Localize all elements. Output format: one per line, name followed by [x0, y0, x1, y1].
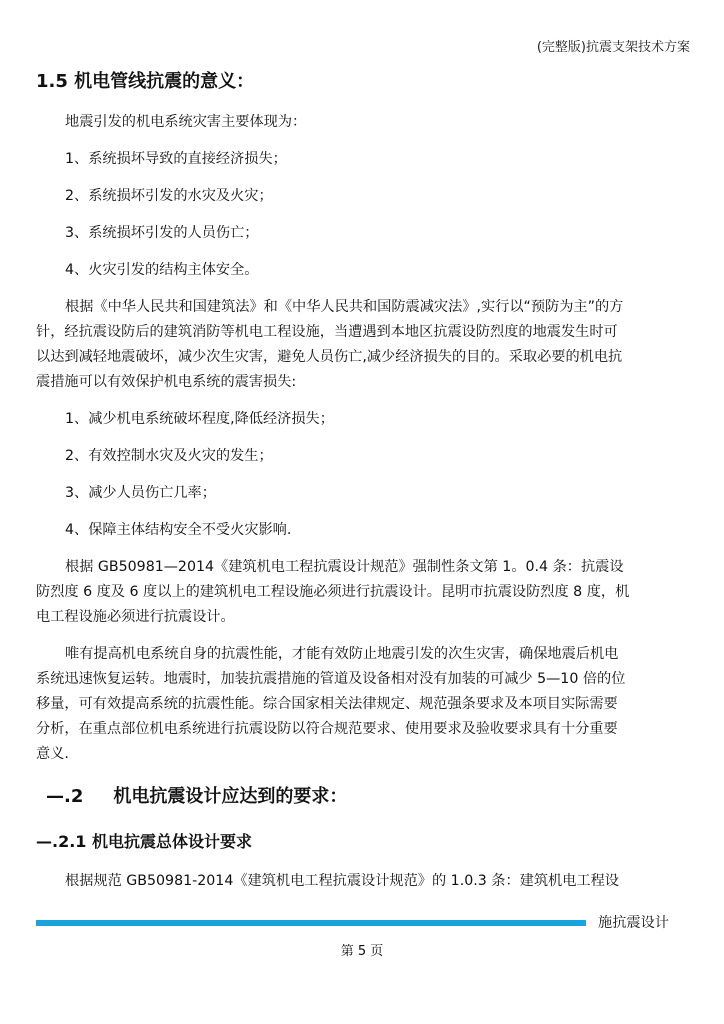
list-item: 2、有效控制水灾及火灾的发生； — [65, 448, 273, 464]
section-heading-2-1: —.2.1 机电抗震总体设计要求 — [36, 832, 252, 851]
paragraph-line: 以达到减轻地震破坏，减少次生灾害，避免人员伤亡,减少经济损失的目的。采取必要的机电抗 — [36, 349, 623, 365]
continuation-text: 施抗震设计 — [598, 915, 669, 931]
paragraph-line: 根据 GB50981—2014《建筑机电工程抗震设计规范》强制性条文第 1。0.4 条：抗震设 — [65, 559, 624, 575]
paragraph-line: 系统迅速恢复运转。地震时，加装抗震措施的管道及设备相对没有加装的可减少 5—10 倍的位 — [36, 671, 626, 687]
section-heading-2 — [46, 781, 688, 813]
paragraph-law-basis — [36, 295, 688, 395]
paragraph-line: 根据《中华人民共和国建筑法》和《中华人民共和国防震减灾法》,实行以“预防为主”的方 — [65, 299, 624, 315]
list-item: 3、系统损坏引发的人员伤亡； — [65, 225, 259, 241]
paragraph-line: 分析，在重点部位机电系统进行抗震设防以符合规范要求、使用要求及验收要求具有十分重要 — [36, 721, 618, 737]
section-number: —.2 — [46, 786, 84, 807]
section-title: 机电抗震设计应达到的要求： — [113, 786, 348, 807]
paragraph-line: 唯有提高机电系统自身的抗震性能，才能有效防止地震引发的次生灾害，确保地震后机电 — [65, 646, 619, 662]
list-item: 4、保障主体结构安全不受火灾影响. — [65, 522, 292, 538]
list-item: 3、减少人员伤亡几率； — [65, 485, 216, 501]
list-item: 2、系统损坏引发的水灾及火灾； — [65, 188, 273, 204]
paragraph-line: 根据规范 GB50981-2014《建筑机电工程抗震设计规范》的 1.0.3 条：建筑机电工程设 — [65, 873, 619, 889]
page-number: 第 5 页 — [340, 944, 384, 959]
section-heading-1-5: 1.5 机电管线抗震的意义： — [36, 71, 255, 92]
paragraph-significance — [36, 642, 688, 767]
paragraph-line: 意义. — [36, 746, 69, 762]
paragraph-line: 针，经抗震设防后的建筑消防等机电工程设施，当遭遇到本地区抗震设防烈度的地震发生时可 — [36, 324, 618, 340]
paragraph-standard — [36, 555, 688, 630]
paragraph-line: 震措施可以有效保护机电系统的震害损失: — [36, 374, 297, 390]
list-item: 1、系统损坏导致的直接经济损失； — [65, 151, 287, 167]
list-item: 1、减少机电系统破坏程度,降低经济损失； — [65, 411, 334, 427]
document-body — [36, 66, 688, 894]
paragraph-line: 电工程设施必须进行抗震设计。 — [36, 609, 235, 625]
paragraph-line: 移量，可有效提高系统的抗震性能。综合国家相关法律规定、规范强条要求及本项目实际需要 — [36, 696, 618, 712]
running-header: (完整版)抗震支架技术方案 — [536, 40, 690, 55]
paragraph-line: 防烈度 6 度及 6 度以上的建筑机电工程设施必须进行抗震设计。昆明市抗震设防烈度 8 度，机 — [36, 584, 630, 600]
footer-accent-bar — [36, 920, 586, 926]
intro-paragraph: 地震引发的机电系统灾害主要体现为： — [65, 114, 307, 130]
list-item: 4、火灾引发的结构主体安全。 — [65, 262, 259, 278]
